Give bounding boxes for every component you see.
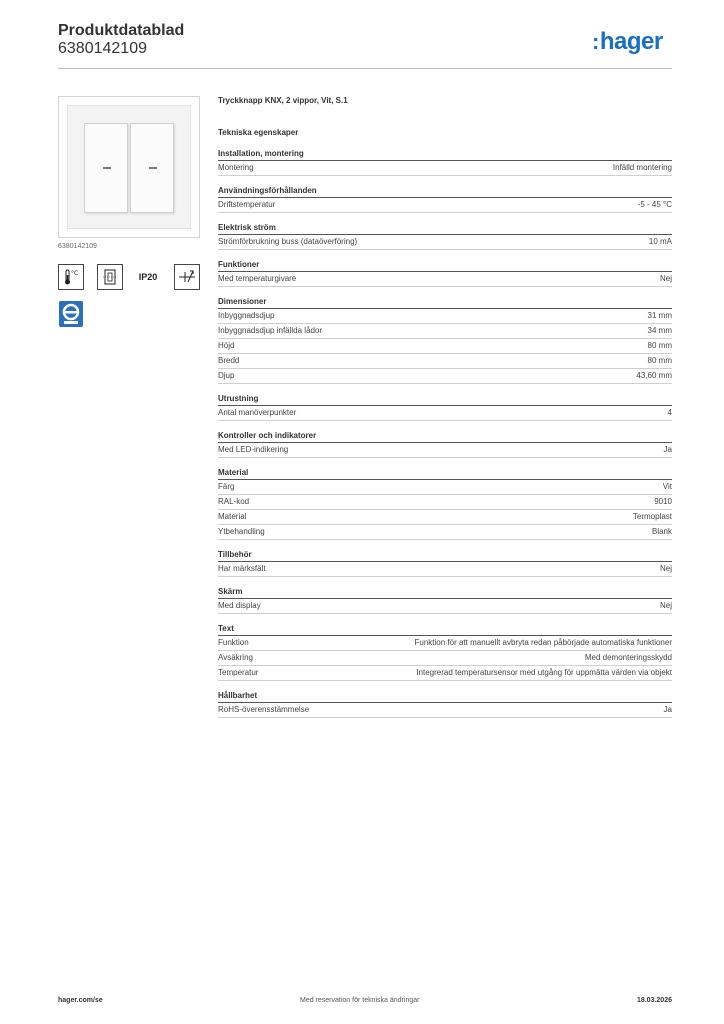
spec-section-title: Elektrisk ström xyxy=(218,222,672,235)
spec-section-title: Hållbarhet xyxy=(218,690,672,703)
spec-value: 34 mm xyxy=(647,326,672,335)
spec-section xyxy=(218,623,672,681)
spec-row xyxy=(218,703,672,718)
spec-row xyxy=(218,651,672,666)
spec-section xyxy=(218,467,672,540)
spec-row xyxy=(218,354,672,369)
spec-label: Höjd xyxy=(218,341,235,350)
spec-row xyxy=(218,406,672,421)
eco-label-icon xyxy=(58,300,84,328)
logo-colon-mark: : xyxy=(592,29,599,54)
spec-value: 43,60 mm xyxy=(636,371,672,380)
spec-label: Inbyggnadsdjup xyxy=(218,311,275,320)
spec-row xyxy=(218,495,672,510)
spec-section-title: Kontroller och indikatorer xyxy=(218,430,672,443)
spec-row xyxy=(218,666,672,681)
spec-section xyxy=(218,393,672,421)
spec-section-title: Tillbehör xyxy=(218,549,672,562)
spec-row xyxy=(218,636,672,651)
footer-website: hager.com/se xyxy=(58,997,103,1004)
spec-section-title: Funktioner xyxy=(218,259,672,272)
mounting-box-icon xyxy=(97,264,123,290)
spec-value: 80 mm xyxy=(647,341,672,350)
technical-properties-heading: Tekniska egenskaper xyxy=(218,128,299,137)
spec-row xyxy=(218,198,672,213)
led-indicator xyxy=(103,167,111,169)
spec-label: RoHS-överensstämmelse xyxy=(218,705,310,714)
product-image xyxy=(58,96,200,238)
spec-row xyxy=(218,525,672,540)
logo-text: hager xyxy=(599,28,663,55)
spec-row xyxy=(218,309,672,324)
spec-section xyxy=(218,549,672,577)
spec-value: Vit xyxy=(662,482,672,491)
spec-row xyxy=(218,235,672,250)
product-name: Tryckknapp KNX, 2 vippor, Vit, S.1 xyxy=(218,96,348,105)
spec-row xyxy=(218,339,672,354)
spec-row xyxy=(218,510,672,525)
spec-row xyxy=(218,599,672,614)
spec-label: Med display xyxy=(218,601,261,610)
spec-label: Funktion xyxy=(218,638,249,647)
spec-section xyxy=(218,222,672,250)
spec-value: Ja xyxy=(663,705,672,714)
spec-label: Färg xyxy=(218,482,235,491)
spec-value: Integrerad temperatursensor med utgång för uppmätta värden via objekt xyxy=(416,668,672,677)
spec-sections xyxy=(218,148,672,718)
spec-label: Djup xyxy=(218,371,235,380)
spec-label: Strömförbrukning buss (dataöverföring) xyxy=(218,237,358,246)
sensor-icon xyxy=(174,264,200,290)
spec-label: Bredd xyxy=(218,356,240,365)
spec-section xyxy=(218,185,672,213)
right-rocker xyxy=(130,123,174,213)
spec-label: Ytbehandling xyxy=(218,527,265,536)
spec-section-title: Installation, montering xyxy=(218,148,672,161)
spec-value: 4 xyxy=(667,408,672,417)
spec-label: Temperatur xyxy=(218,668,259,677)
spec-section xyxy=(218,430,672,458)
temperature-icon xyxy=(58,264,84,290)
spec-value: Termoplast xyxy=(632,512,672,521)
spec-label: Med temperaturgivare xyxy=(218,274,297,283)
spec-value: Ja xyxy=(663,445,672,454)
spec-value: Nej xyxy=(659,564,672,573)
spec-value: 10 mA xyxy=(648,237,672,246)
product-image-caption: 6380142109 xyxy=(58,243,97,250)
main-content xyxy=(218,95,672,718)
spec-row xyxy=(218,324,672,339)
spec-row xyxy=(218,369,672,384)
spec-value: Nej xyxy=(659,601,672,610)
ip20-badge: IP20 xyxy=(135,264,161,290)
spec-label: Avsäkring xyxy=(218,653,253,662)
spec-label: Inbyggnadsdjup infällda lådor xyxy=(218,326,323,335)
spec-value: Nej xyxy=(659,274,672,283)
temperature-unit-label: °C xyxy=(71,270,79,277)
spec-value: -5 - 45 °C xyxy=(637,200,672,209)
spec-section xyxy=(218,296,672,384)
spec-value: 80 mm xyxy=(647,356,672,365)
spec-row xyxy=(218,161,672,176)
spec-value: Funktion för att manuellt avbryta redan påbörjade automatiska funktioner xyxy=(414,638,672,647)
spec-value: Blank xyxy=(651,527,672,536)
spec-section xyxy=(218,690,672,718)
spec-section-title: Dimensioner xyxy=(218,296,672,309)
spec-label: Material xyxy=(218,512,247,521)
document-title: Produktdatablad xyxy=(58,22,185,39)
left-rocker xyxy=(84,123,128,213)
spec-row xyxy=(218,480,672,495)
spec-label: Montering xyxy=(218,163,254,172)
spec-section-title: Skärm xyxy=(218,586,672,599)
spec-label: Har märksfält xyxy=(218,564,266,573)
spec-section xyxy=(218,148,672,176)
spec-row xyxy=(218,272,672,287)
spec-row xyxy=(218,562,672,577)
spec-section-title: Text xyxy=(218,623,672,636)
switch-plate xyxy=(67,105,191,229)
header-divider xyxy=(58,68,672,69)
spec-section xyxy=(218,259,672,287)
spec-value: 31 mm xyxy=(647,311,672,320)
document-header xyxy=(58,22,184,58)
footer-date: 18.03.2026 xyxy=(636,997,672,1004)
hager-logo xyxy=(592,28,663,56)
spec-row xyxy=(218,443,672,458)
spec-value: Med demonteringsskydd xyxy=(584,653,672,662)
spec-section-title: Material xyxy=(218,467,672,480)
led-indicator xyxy=(149,167,157,169)
article-number: 6380142109 xyxy=(58,40,147,57)
spec-label: Antal manöverpunkter xyxy=(218,408,297,417)
spec-value: 9010 xyxy=(654,497,672,506)
footer-disclaimer: Med reservation för tekniska ändringar xyxy=(300,997,420,1004)
spec-section xyxy=(218,586,672,614)
spec-section-title: Användningsförhållanden xyxy=(218,185,672,198)
spec-section-title: Utrustning xyxy=(218,393,672,406)
spec-value: Infälld montering xyxy=(612,163,672,172)
spec-label: RAL-kod xyxy=(218,497,250,506)
spec-label: Driftstemperatur xyxy=(218,200,276,209)
spec-label: Med LED-indikering xyxy=(218,445,289,454)
